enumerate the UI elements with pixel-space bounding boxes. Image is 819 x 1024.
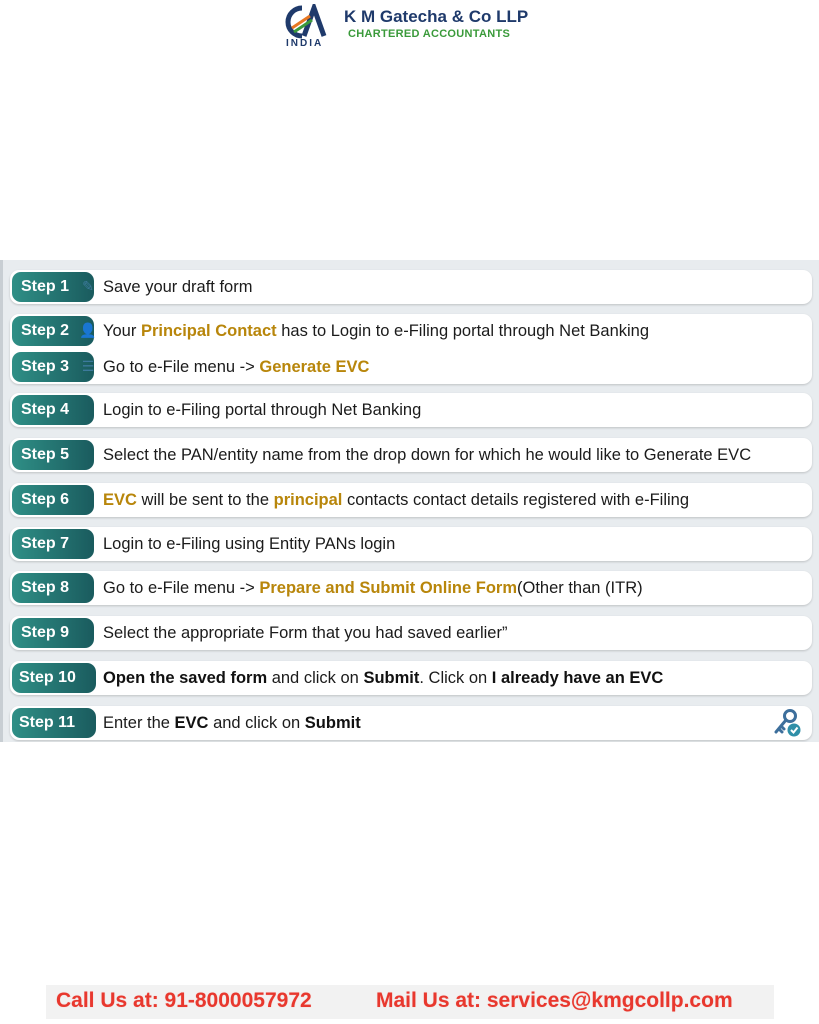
step-text-part: Select the PAN/entity name from the drop down for which he would like to Generate EVC <box>103 446 752 464</box>
phone-contact[interactable]: Call Us at: 91-8000057972 <box>56 989 312 1012</box>
step-badge <box>12 395 94 425</box>
step-label: Step 8 <box>21 579 70 596</box>
step-text-part: Prepare and Submit Online Form <box>259 579 517 597</box>
step-label: Step 10 <box>19 669 76 686</box>
step-row-1 <box>10 270 812 304</box>
step-text <box>103 708 361 738</box>
key-check-icon <box>772 708 802 738</box>
step-text-part: Go to e-File menu -> <box>103 358 260 376</box>
step-label: Step 3 <box>21 358 70 375</box>
step-text <box>103 395 421 425</box>
step-row-8 <box>10 571 812 605</box>
step-label: Step 7 <box>21 535 70 552</box>
step-text-part: Generate EVC <box>259 358 370 376</box>
step-badge <box>12 663 96 693</box>
step-text-part: principal <box>273 491 343 509</box>
step-badge <box>12 708 96 738</box>
step-text <box>103 573 643 603</box>
step-text-part: will be sent to the <box>136 491 274 509</box>
step-text-part: Submit <box>363 669 420 687</box>
step-text-part: Save your draft form <box>103 278 253 296</box>
step-text <box>103 663 663 693</box>
step-text-part: . Click on <box>419 669 492 687</box>
step-label: Step 2 <box>21 322 70 339</box>
step-text-part: Go to e-File menu -> <box>103 579 260 597</box>
step-badge <box>12 440 94 470</box>
step-text <box>103 316 649 346</box>
step-row-5 <box>10 438 812 472</box>
step-text-part: contacts contact details registered with e-Filing <box>342 491 690 509</box>
step-text <box>103 440 751 470</box>
step-text-part: Your <box>103 322 141 340</box>
step-label: Step 4 <box>21 401 70 418</box>
steps-panel <box>0 260 819 742</box>
step-text-part: Enter the <box>103 714 175 732</box>
firm-logo <box>280 4 540 52</box>
step-badge <box>12 316 97 346</box>
step-text-part: and click on <box>267 669 364 687</box>
step-text-part: Select the appropriate Form that you had saved earlier” <box>103 624 508 642</box>
firm-subtitle: CHARTERED ACCOUNTANTS <box>348 28 511 40</box>
logo-india-text: INDIA <box>286 38 324 49</box>
step-label: Step 11 <box>19 714 76 731</box>
step-row-9 <box>10 616 812 650</box>
email-contact[interactable]: Mail Us at: services@kmgcollp.com <box>376 989 733 1012</box>
list-icon: ☰ <box>81 358 95 374</box>
step-text <box>103 529 395 559</box>
step-text-part: Principal Contact <box>140 322 277 340</box>
step-row-10 <box>10 661 812 695</box>
step-row-2-3 <box>10 314 812 384</box>
contact-footer <box>46 985 774 1019</box>
step-badge <box>12 485 94 515</box>
step-text-part: EVC <box>174 714 209 732</box>
person-icon: 👤 <box>79 322 97 338</box>
document-edit-icon: ✎ <box>82 278 94 294</box>
step-text-part: Login to e-Filing portal through Net Banking <box>103 401 422 419</box>
step-text-part: (Other than (ITR) <box>517 579 643 597</box>
step-text <box>103 485 689 515</box>
step-text <box>103 618 507 648</box>
step-text-part: Submit <box>304 714 361 732</box>
step-label: Step 6 <box>21 491 70 508</box>
step-text <box>103 272 252 302</box>
step-label: Step 9 <box>21 624 70 641</box>
step-text-part: Open the saved form <box>103 669 268 687</box>
step-badge <box>12 618 94 648</box>
step-badge <box>12 272 94 302</box>
step-row-4 <box>10 393 812 427</box>
step-text-part: has to Login to e-Filing portal through Net Banking <box>276 322 650 340</box>
step-text-part: I already have an EVC <box>491 669 664 687</box>
step-row-7 <box>10 527 812 561</box>
step-text-part: Login to e-Filing using Entity PANs login <box>103 535 396 553</box>
step-badge <box>12 352 94 382</box>
step-badge <box>12 573 94 603</box>
step-badge <box>12 529 94 559</box>
step-label: Step 5 <box>21 446 70 463</box>
step-text-part: and click on <box>208 714 305 732</box>
step-text-part: EVC <box>103 491 137 509</box>
step-text <box>103 352 369 382</box>
firm-name: K M Gatecha & Co LLP <box>344 7 529 26</box>
step-row-11 <box>10 706 812 740</box>
step-label: Step 1 <box>21 278 70 295</box>
step-row-6 <box>10 483 812 517</box>
